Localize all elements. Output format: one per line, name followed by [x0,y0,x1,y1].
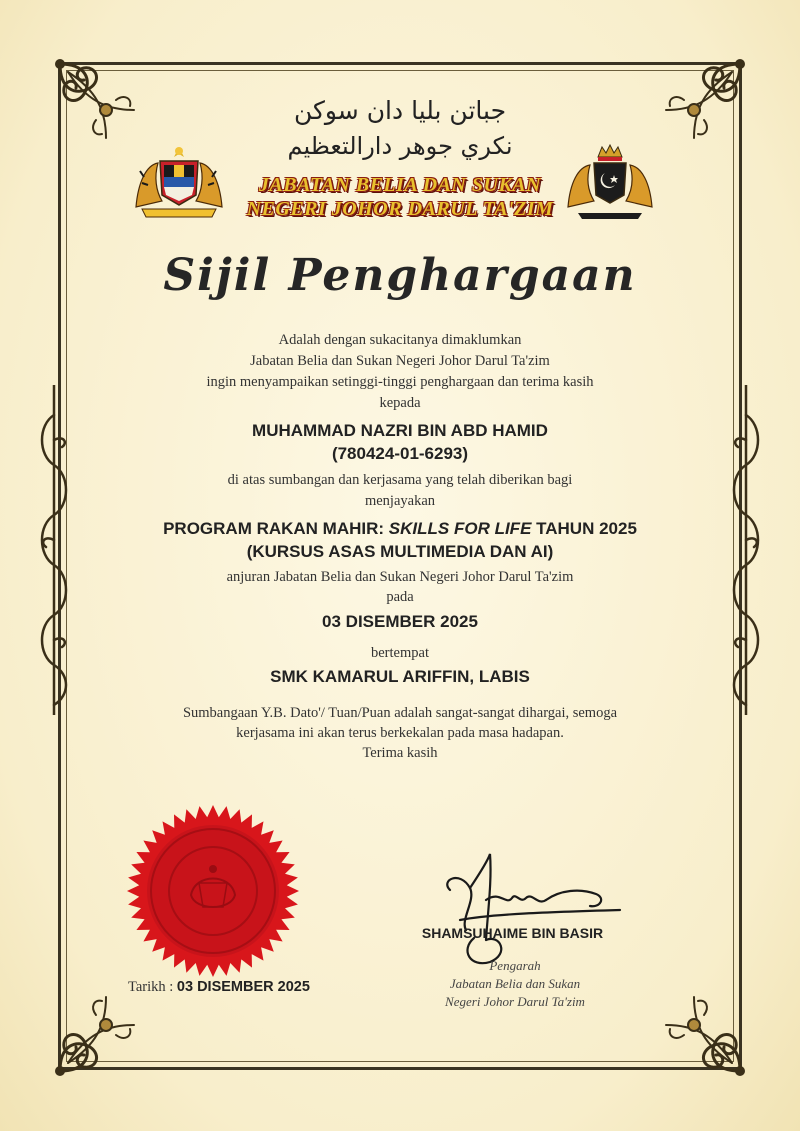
organizer-line: anjuran Jabatan Belia dan Sukan Negeri Johor Darul Ta'zim [226,569,574,585]
closing-line-2: kerjasama ini akan terus berkekalan pada masa hadapan. [236,725,564,741]
department-name-line-1: JABATAN BELIA DAN SUKAN [258,174,542,196]
venue-label: bertempat [371,645,429,661]
intro-line-3: ingin menyampaikan setinggi-tinggi penghargaan dan terima kasih [206,374,594,390]
program-italic: SKILLS FOR LIFE [388,519,532,538]
issue-date-label: Tarikh : [128,979,177,995]
jawi-state-line: نکري جوهر دارالتعظيم [287,132,513,160]
closing-line-3: Terima kasih [362,745,438,761]
jawi-department-line: جباتن بليا دان سوکن [293,96,507,125]
signatory-org-line-2: Negeri Johor Darul Ta'zim [445,994,585,1009]
recipient-name: MUHAMMAD NAZRI BIN ABD HAMID [252,421,548,440]
issue-date-row [128,979,310,996]
certificate-title: Sijil Penghargaan [163,250,637,301]
venue-name: SMK KAMARUL ARIFFIN, LABIS [270,667,530,686]
closing-line-1: Sumbangaan Y.B. Dato'/ Tuan/Puan adalah sangat-sangat dihargai, semoga [182,705,618,721]
corner-ornament-bottom-left [46,989,142,1085]
signatory-name: SHAMSUHAIME BIN BASIR [421,925,604,941]
intro-line-2: Jabatan Belia dan Sukan Negeri Johor Darul Ta'zim [250,353,550,369]
course-name: (KURSUS ASAS MULTIMEDIA DAN AI) [246,542,554,561]
contribution-line-1: di atas sumbangan dan kerjasama yang telah diberikan bagi [227,472,573,488]
issue-date-value: 03 DISEMBER 2025 [176,979,310,995]
program-prefix: PROGRAM RAKAN MAHIR: [163,519,389,538]
intro-line-1: Adalah dengan sukacitanya dimaklumkan [278,332,522,348]
on-date-label: pada [386,589,414,605]
signatory-org-line-1: Jabatan Belia dan Sukan [449,976,581,991]
intro-line-4: kepada [379,395,421,411]
signatory-title: Pengarah [489,958,541,973]
event-date: 03 DISEMBER 2025 [322,612,478,631]
department-name-line-2: NEGERI JOHOR DARUL TA'ZIM [246,198,554,220]
corner-ornament-bottom-right [658,989,754,1085]
contribution-line-2: menjayakan [364,493,436,509]
handwritten-signature [430,850,630,970]
program-name [0,519,800,539]
recipient-ic-number: (780424-01-6293) [331,444,469,463]
red-wax-seal-icon [125,803,301,979]
program-suffix: TAHUN 2025 [531,519,637,538]
